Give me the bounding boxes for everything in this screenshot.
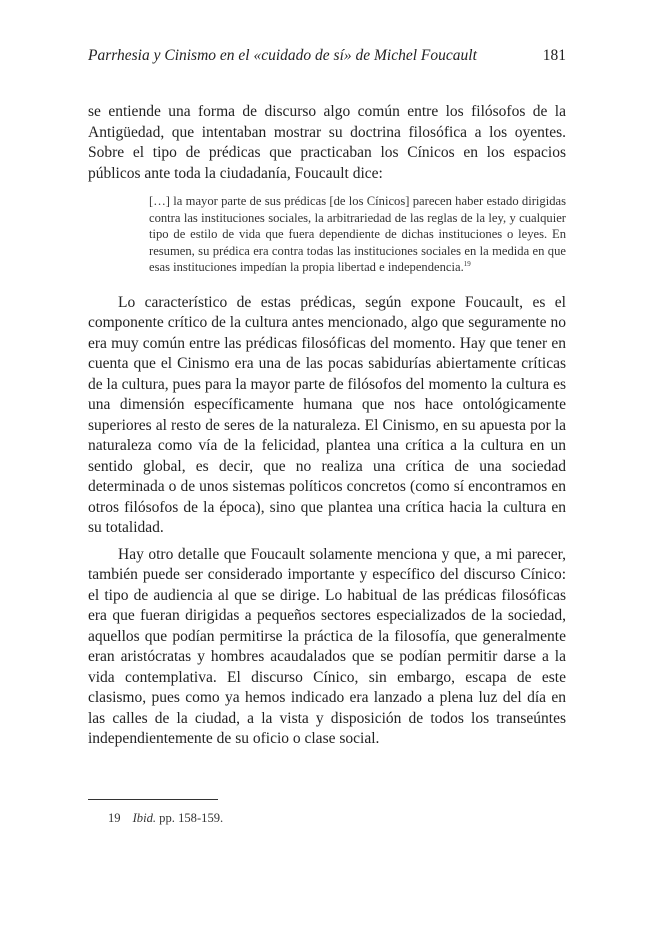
- paragraph-1: se entiende una forma de discurso algo común entre los filósofos de la Antigüedad, que intentaban mostrar su doctrina filosófica a los oyentes. Sobre el tipo de prédicas que practicaban los Cínicos en los espacios públicos ante toda la ciudadanía, Foucault dice:: [88, 103, 566, 182]
- running-header: [88, 46, 566, 66]
- footnote-source: Ibid.: [132, 811, 157, 825]
- quote-text: […] la mayor parte de sus prédicas [de los Cínicos] parecen haber estado dirigidas contra las instituciones sociales, la arbitrariedad de las reglas de la ley, y cualquier tipo de estilo de vida que fuera dependiente de dichas instituciones o leyes. En resumen, su prédica era contra todas las instituciones sociales en la medida en que esas instituciones impedían la propia libertad e independencia.: [149, 194, 566, 274]
- footnote-ref[interactable]: 19: [463, 260, 471, 268]
- footnote-number: 19: [108, 811, 121, 825]
- footnote-divider: [88, 799, 218, 800]
- footnote-pages: pp. 158-159.: [156, 811, 224, 825]
- paragraph-2: Lo característico de estas prédicas, según expone Foucault, es el componente crítico de la cultura antes mencionado, algo que seguramente no era muy común entre las prédicas filosóficas del momento. Hay que tener en cuenta que el Cinismo era una de las pocas sabidurías abiertamente críticas de la cultura, pues para la mayor parte de filósofos del momento la cultura es una dimensión específicamente humana que nos hace ontológicamente superiores al resto de seres de la naturaleza. El Cinismo, en su apuesta por la naturaleza como vía de la felicidad, plantea una crítica a la cultura en un sentido global, es decir, que no realiza una crítica de una sociedad determinada o de unos sistemas políticos concretos (como sí encontramos en otros filósofos de la época), sino que plantea una crítica hacia la cultura en su totalidad.: [88, 293, 566, 536]
- page-number: 181: [542, 47, 566, 64]
- main-text: [88, 102, 566, 750]
- block-quote: [149, 193, 566, 276]
- running-title: Parrhesia y Cinismo en el «cuidado de sí» de Michel Foucault: [88, 47, 477, 64]
- paragraph-3: Hay otro detalle que Foucault solamente menciona y que, a mi parecer, también puede ser considerado importante y específico del discurso Cínico: el tipo de audiencia al que se dirige. Lo habitual de las prédicas filosóficas era que fueran dirigidas a pequeños sectores especializados de la sociedad, aquellos que podían permitirse la práctica de la filosofía, que generalmente eran aristócratas y hombres acaudalados que se podían permitir darse a la vida contemplativa. El discurso Cínico, sin embargo, escapa de este clasismo, pues como ya hemos indicado era lanzado a plena luz del día en las calles de la ciudad, a la vista y disposición de todos los transeúntes independientemente de su oficio o clase social.: [88, 545, 566, 747]
- footnote: [108, 810, 223, 826]
